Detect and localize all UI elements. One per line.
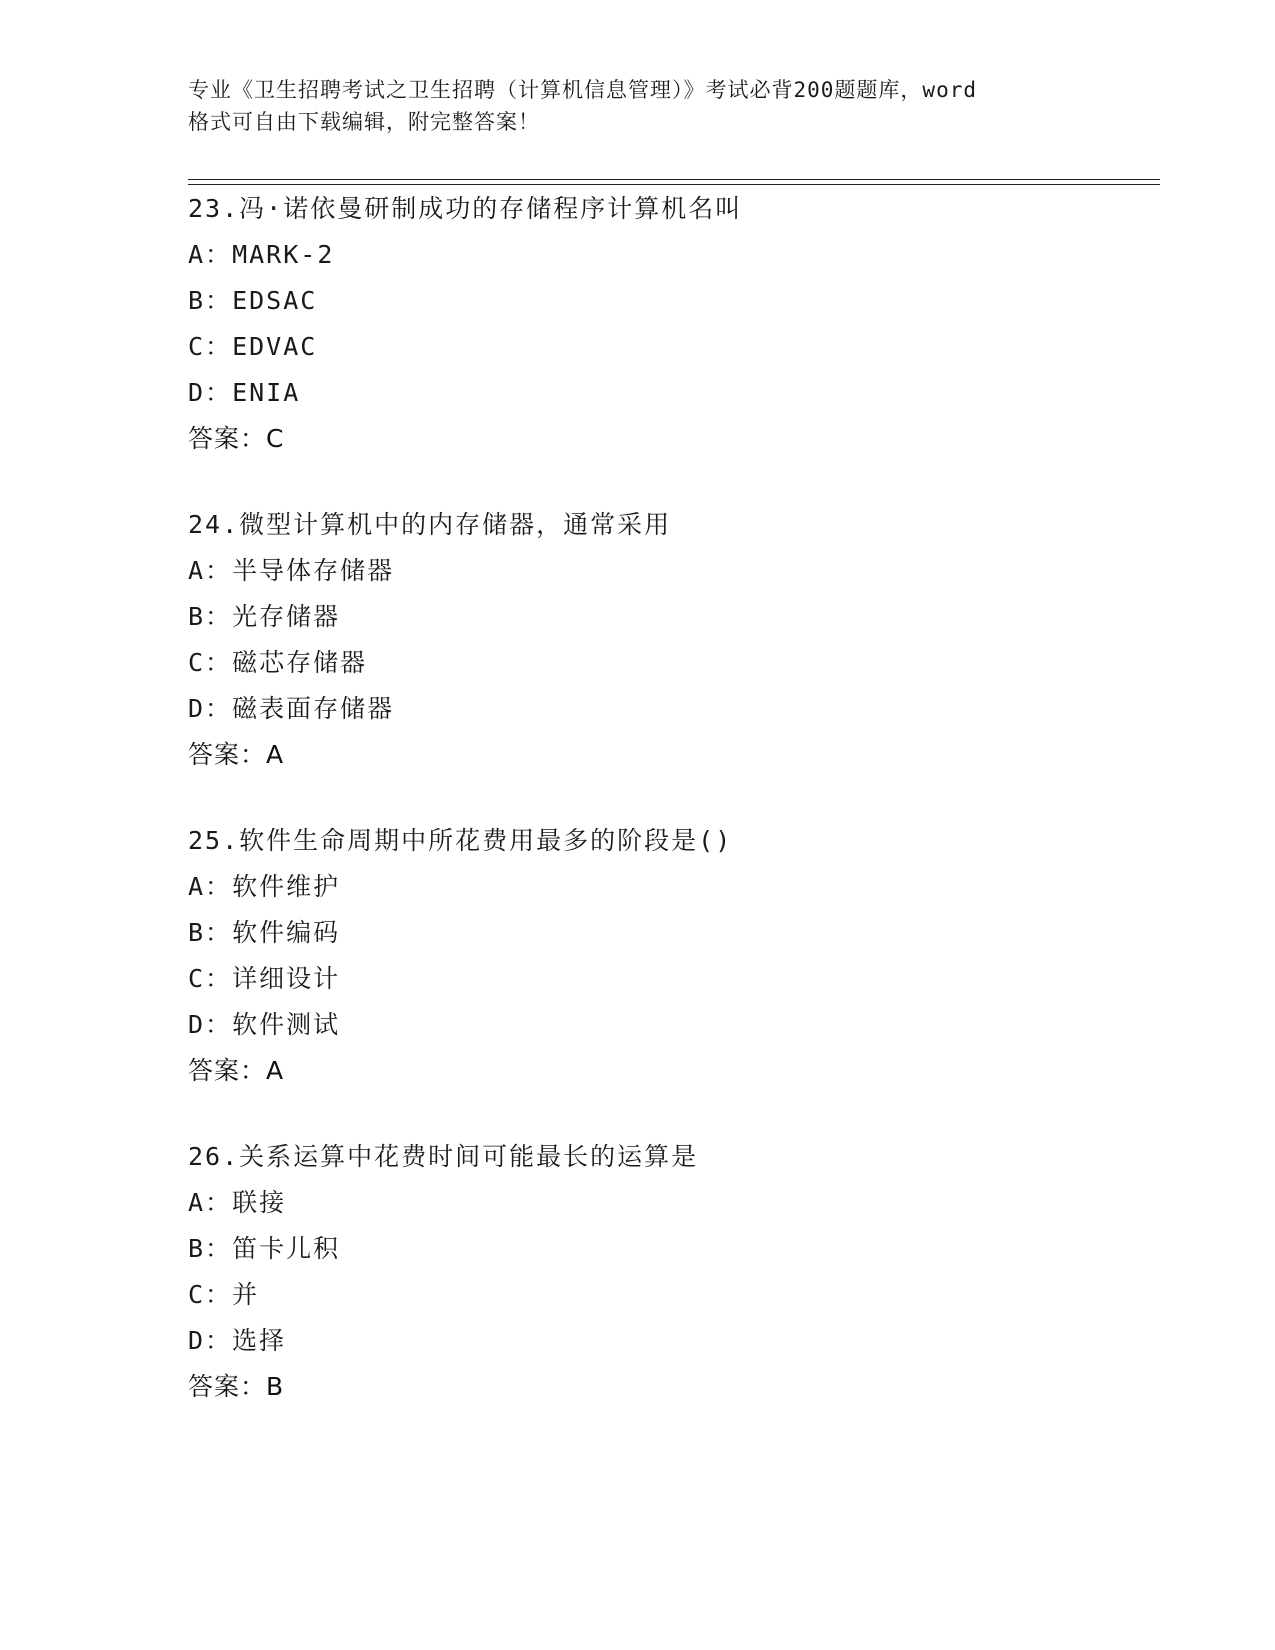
option-letter: A：: [188, 1188, 233, 1217]
option-letter: D：: [188, 1326, 233, 1355]
option-letter: C：: [188, 332, 233, 361]
option-a: [188, 232, 1148, 278]
option-text: 联接: [232, 1188, 287, 1217]
option-text: 软件维护: [232, 872, 341, 901]
option-text: 详细设计: [232, 964, 341, 993]
option-b: [188, 594, 1148, 640]
option-a: [188, 864, 1148, 910]
option-text: ENIA: [232, 378, 301, 407]
option-letter: B：: [188, 1234, 233, 1263]
answer-line: 答案：C: [188, 424, 285, 453]
answer-line: 答案：A: [188, 740, 285, 769]
question-title: 25.软件生命周期中所花费用最多的阶段是(): [188, 826, 733, 855]
option-letter: D：: [188, 694, 233, 723]
option-b: [188, 278, 1148, 324]
option-letter: C：: [188, 1280, 233, 1309]
question-block: [188, 502, 1148, 778]
question-title: 24.微型计算机中的内存储器，通常采用: [188, 510, 672, 539]
option-b: [188, 1226, 1148, 1272]
question-block: [188, 186, 1148, 462]
option-letter: C：: [188, 964, 233, 993]
option-text: 笛卡儿积: [232, 1234, 341, 1263]
header-line-2: 格式可自由下载编辑，附完整答案！: [188, 110, 540, 134]
header-divider-bottom: [188, 184, 1160, 185]
option-letter: B：: [188, 918, 233, 947]
option-c: [188, 640, 1148, 686]
option-d: [188, 686, 1148, 732]
option-letter: C：: [188, 648, 233, 677]
option-c: [188, 324, 1148, 370]
question-title: 26.关系运算中花费时间可能最长的运算是: [188, 1142, 699, 1171]
option-c: [188, 1272, 1148, 1318]
document-header: [188, 74, 1088, 138]
option-text: 选择: [232, 1326, 287, 1355]
option-letter: D：: [188, 1010, 233, 1039]
option-text: 并: [232, 1280, 260, 1309]
option-text: MARK-2: [232, 240, 335, 269]
option-text: 软件测试: [232, 1010, 341, 1039]
option-text: 半导体存储器: [232, 556, 395, 585]
option-a: [188, 1180, 1148, 1226]
option-letter: A：: [188, 240, 233, 269]
answer-line: 答案：A: [188, 1056, 285, 1085]
option-letter: B：: [188, 286, 233, 315]
option-d: [188, 1318, 1148, 1364]
option-text: 光存储器: [232, 602, 341, 631]
question-title: 23.冯·诺依曼研制成功的存储程序计算机名叫: [188, 194, 743, 223]
option-d: [188, 1002, 1148, 1048]
option-letter: A：: [188, 872, 233, 901]
option-c: [188, 956, 1148, 1002]
option-text: 磁芯存储器: [232, 648, 368, 677]
header-line-1: 专业《卫生招聘考试之卫生招聘（计算机信息管理）》考试必背200题题库，word: [188, 78, 977, 102]
option-a: [188, 548, 1148, 594]
option-text: EDSAC: [232, 286, 318, 315]
option-text: 软件编码: [232, 918, 341, 947]
option-d: [188, 370, 1148, 416]
option-letter: A：: [188, 556, 233, 585]
question-block: [188, 1134, 1148, 1410]
answer-line: 答案：B: [188, 1372, 285, 1401]
question-block: [188, 818, 1148, 1094]
option-letter: D：: [188, 378, 233, 407]
option-text: 磁表面存储器: [232, 694, 395, 723]
option-letter: B：: [188, 602, 233, 631]
option-b: [188, 910, 1148, 956]
option-text: EDVAC: [232, 332, 318, 361]
header-divider-top: [188, 179, 1160, 180]
